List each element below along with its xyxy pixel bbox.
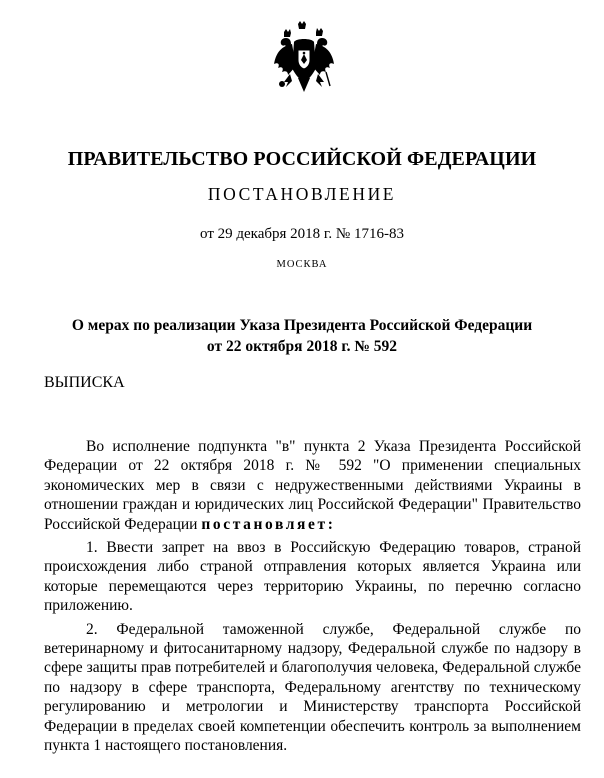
subject-line-2: от 22 октября 2018 г. № 592 [206,338,398,355]
resolves-word: постановляет: [201,515,336,533]
subject-line-1: О мерах по реализации Указа Президента Российской Федерации [71,317,533,334]
date-and-number: от 29 декабря 2018 г. № 1716-83 [200,226,404,242]
document-type: ПОСТАНОВЛЕНИЕ [207,184,397,204]
coat-of-arms-icon [272,20,336,94]
item-1-paragraph: 1. Ввести запрет на ввоз в Российскую Федерацию товаров, страной происхождения либо страной отправления которых является Украина или которые перемещаются через территорию Украины, по перечню согласно приложению. [44,539,581,615]
decree-body [44,437,581,760]
intro-text: Во исполнение подпункта "в" пункта 2 Указа Президента Российской Федерации от 22 октября 2018 г. № 592 "О применении специальных экономических мер в связи с недружественными действиями Украины в отношении граждан и юридических лиц Российской Федерации" Правительство Российской Федерации [44,438,581,533]
city-name: МОСКВА [276,259,328,270]
intro-paragraph [44,437,581,534]
extract-label: ВЫПИСКА [44,374,125,391]
decree-subject [0,315,604,357]
item-2-paragraph: 2. Федеральной таможенной службе, Федеральной службе по ветеринарному и фитосанитарному надзору, Федеральной службе по надзору в сфере защиты прав потребителей и благополучия человека, Федеральной службе по надзору в сфере транспорта, Федеральному агентству по техническому регулированию и метрологии и Министерству транспорта Российской Федерации в пределах своей компетенции обеспечить контроль за выполнением пункта 1 настоящего постановления. [44,620,581,755]
government-title: ПРАВИТЕЛЬСТВО РОССИЙСКОЙ ФЕДЕРАЦИИ [67,148,537,170]
